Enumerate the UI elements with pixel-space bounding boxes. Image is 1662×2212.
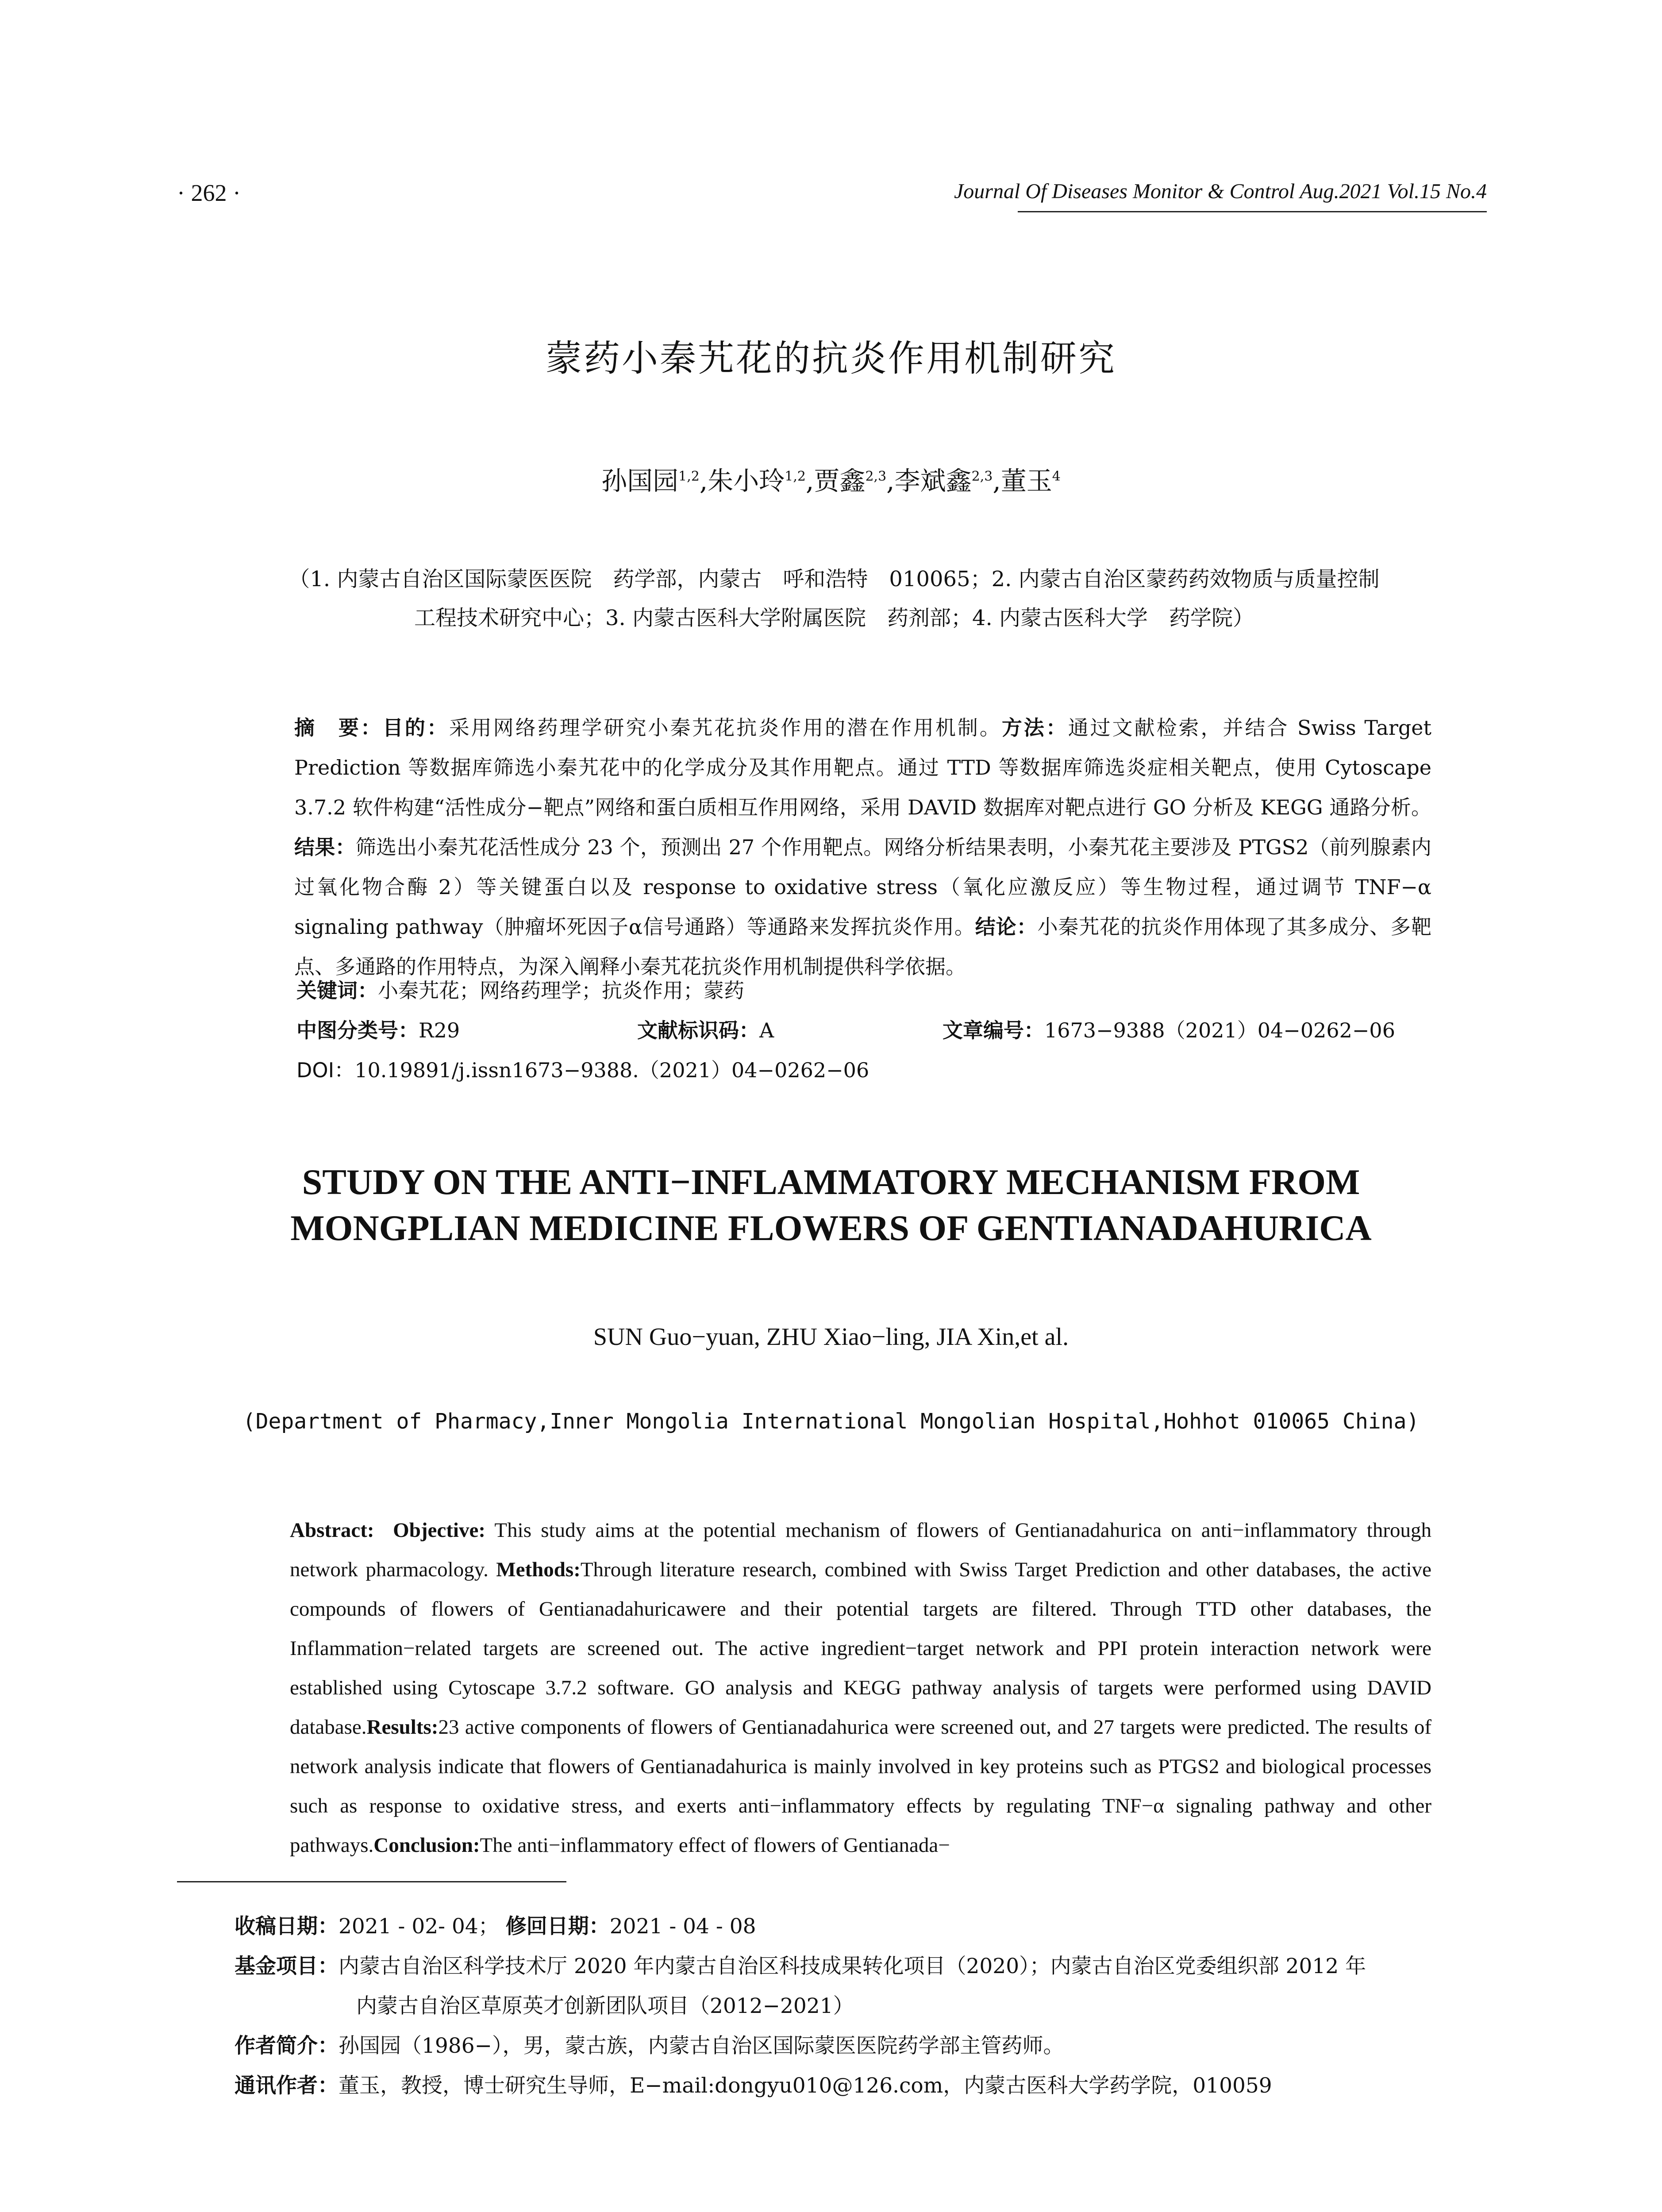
revised-label: 修回日期： — [505, 1914, 610, 1939]
abstract-chinese — [246, 708, 1431, 987]
abstract-english-body — [241, 1511, 1431, 1865]
author-affiliation-marker: 4 — [1052, 469, 1061, 484]
bio-label: 作者简介： — [235, 2034, 339, 2058]
abstract-english — [241, 1511, 1431, 1865]
page-number: · 262 · — [177, 180, 241, 206]
fund-label: 基金项目： — [235, 1954, 339, 1978]
keywords-value: 小秦艽花；网络药理学；抗炎作用；蒙药 — [378, 979, 744, 1002]
footnotes — [235, 1907, 1491, 2106]
results-en-text: 23 active components of flowers of Gentianadahurica were screened out, and 27 targets were predicted. The results of network analysis indicate that flowers of Gentianadahurica is mainly involved in key proteins such as PTGS2 and biological processes such as response to oxidative stress, and exerts anti−inflammatory effects by regulating TNF−α signaling pathway and other pathways. — [290, 1716, 1431, 1857]
page-header — [177, 179, 1487, 215]
author-affiliation-marker: 2,3 — [865, 469, 887, 484]
fund-text: 内蒙古自治区科学技术厅 2020 年内蒙古自治区科技成果转化项目（2020）；内蒙古自治区党委组织部 2012 年 — [339, 1954, 1366, 1978]
methods-label: 方法： — [1001, 716, 1068, 740]
abstract-en-label: Abstract: — [290, 1519, 374, 1542]
objective-text: 采用网络药理学研究小秦艽花抗炎作用的潜在作用机制。 — [449, 716, 1002, 740]
conclusion-en-label: Conclusion: — [373, 1834, 480, 1857]
author-separator: , — [886, 466, 895, 496]
journal-name: Journal Of Diseases Monitor & Control Aug.2021 Vol.15 No.4 — [954, 180, 1487, 203]
conclusion-en-text: The anti−inflammatory effect of flowers of Gentianada− — [480, 1834, 950, 1857]
doc-label: 文献标识码： — [637, 1018, 759, 1042]
document-code — [637, 1014, 774, 1044]
results-en-label: Results: — [366, 1716, 439, 1739]
clc-code — [296, 1018, 460, 1042]
clc-value: R29 — [419, 1018, 460, 1042]
article-label: 文章编号： — [943, 1018, 1044, 1042]
keywords — [296, 975, 1429, 1004]
doi-link[interactable]: 10.19891/j.issn1673−9388.（2021）04−0262−06 — [354, 1058, 869, 1082]
doc-value: A — [759, 1018, 774, 1042]
footnote-bio — [235, 2026, 1491, 2066]
objective-en-text: This study aims at the potential mechanism of flowers of Gentianadahurica on anti−inflammatory through network pharmacology. — [290, 1519, 1432, 1581]
classification-row — [296, 1014, 1429, 1044]
methods-text: 通过文献检索，并结合 Swiss Target Prediction 等数据库筛选小秦艽花中的化学成分及其作用靶点。通过 TTD 等数据库筛选炎症相关靶点，使用 Cytoscape 3.7.2 软件构建“活性成分−靶点”网络和蛋白质相互作用网络，采用 DAVID 数据库对靶点进行 GO 分析及 KEGG 通路分析。 — [294, 716, 1432, 819]
affiliation-line: （1. 内蒙古自治区国际蒙医医院 药学部，内蒙古 呼和浩特 010065；2. 内蒙古自治区蒙药药效物质与质量控制 — [289, 567, 1380, 591]
english-authors: SUN Guo−yuan, ZHU Xiao−ling, JIA Xin,et al. — [593, 1323, 1069, 1351]
conclusion-label: 结论： — [975, 915, 1038, 939]
results-text: 筛选出小秦艽花活性成分 23 个，预测出 27 个作用靶点。网络分析结果表明，小秦艽花主要涉及 PTGS2（前列腺素内过氧化物合酶 2）等关键蛋白以及 response to oxidative stress（氧化应激反应）等生物过程，通过调节 TNF−α signaling pathway（肿瘤坏死因子α信号通路）等通路来发挥抗炎作用。 — [294, 835, 1431, 939]
doi — [296, 1054, 1429, 1083]
bio-text: 孙国园（1986−），男，蒙古族，内蒙古自治区国际蒙医医院药学部主管药师。 — [339, 2034, 1064, 2058]
methods-en-text: Through literature research, combined with Swiss Target Prediction and other databases, the active compounds of flowers of Gentianadahuricawere and their potential targets are filtered. Through TTD other databases, the Inflammation−related targets are screened out. The active ingredient−target network and PPI protein interaction network were established using Cytoscape 3.7.2 software. GO analysis and KEGG pathway analysis of targets were performed using DAVID database. — [290, 1558, 1431, 1739]
footnote-corresponding — [235, 2066, 1491, 2106]
corresponding-label: 通讯作者： — [235, 2074, 339, 2098]
english-title-line: MONGPLIAN MEDICINE FLOWERS OF GENTIANADAHURICA — [290, 1208, 1372, 1248]
keywords-label: 关键词： — [296, 979, 378, 1002]
author-name: 朱小玲 — [708, 466, 785, 496]
corresponding-text: 董玉，教授，博士研究生导师，E−mail:dongyu010@126.com，内蒙古医科大学药学院，010059 — [339, 2074, 1272, 2098]
english-title — [0, 1159, 1662, 1251]
received-date: 2021 - 02- 04； — [339, 1914, 499, 1939]
author-separator: , — [993, 466, 1001, 496]
objective-label: 目的： — [382, 716, 449, 740]
received-label: 收稿日期： — [235, 1914, 339, 1939]
footnote-rule — [177, 1881, 566, 1882]
author-name: 孙国园 — [601, 466, 679, 496]
author-affiliation-marker: 1,2 — [678, 469, 700, 484]
header-rule — [1018, 211, 1487, 212]
affiliations — [248, 560, 1420, 637]
footnote-dates — [235, 1907, 1491, 1947]
results-label: 结果： — [294, 835, 356, 859]
author-list — [0, 460, 1662, 497]
author-name: 李斌鑫 — [894, 466, 972, 496]
revised-date: 2021 - 04 - 08 — [609, 1914, 756, 1939]
abstract-label: 摘 要： — [294, 716, 383, 740]
article-value: 1673−9388（2021）04−0262−06 — [1044, 1018, 1395, 1042]
author-affiliation-marker: 2,3 — [971, 469, 993, 484]
abstract-chinese-body — [246, 708, 1431, 987]
author-separator: , — [806, 466, 814, 496]
conclusion-text: 小秦艽花的抗炎作用体现了其多成分、多靶点、多通路的作用特点，为深入阐释小秦艽花抗炎作用机制提供科学依据。 — [294, 915, 1432, 979]
author-name: 贾鑫 — [814, 466, 866, 496]
english-title-line: STUDY ON THE ANTI−INFLAMMATORY MECHANISM FROM — [302, 1162, 1360, 1202]
footnote-fund — [235, 1947, 1491, 1986]
paper-title: 蒙药小秦艽花的抗炎作用机制研究 — [545, 338, 1116, 380]
objective-en-label: Objective: — [393, 1519, 485, 1542]
english-affiliation: (Department of Pharmacy,Inner Mongolia International Mongolian Hospital,Hohhot 010065 China) — [242, 1409, 1420, 1434]
doi-label: DOI： — [296, 1058, 355, 1082]
footnote-fund-cont: 内蒙古自治区草原英才创新团队项目（2012−2021） — [356, 1994, 854, 2018]
methods-en-label: Methods: — [496, 1558, 581, 1581]
author-separator: , — [699, 466, 708, 496]
author-affiliation-marker: 1,2 — [785, 469, 806, 484]
affiliation-line: 工程技术研究中心；3. 内蒙古医科大学附属医院 药剂部；4. 内蒙古医科大学 药学院） — [414, 606, 1254, 630]
author-name: 董玉 — [1000, 466, 1052, 496]
article-number — [943, 1014, 1395, 1044]
clc-label: 中图分类号： — [296, 1018, 419, 1042]
